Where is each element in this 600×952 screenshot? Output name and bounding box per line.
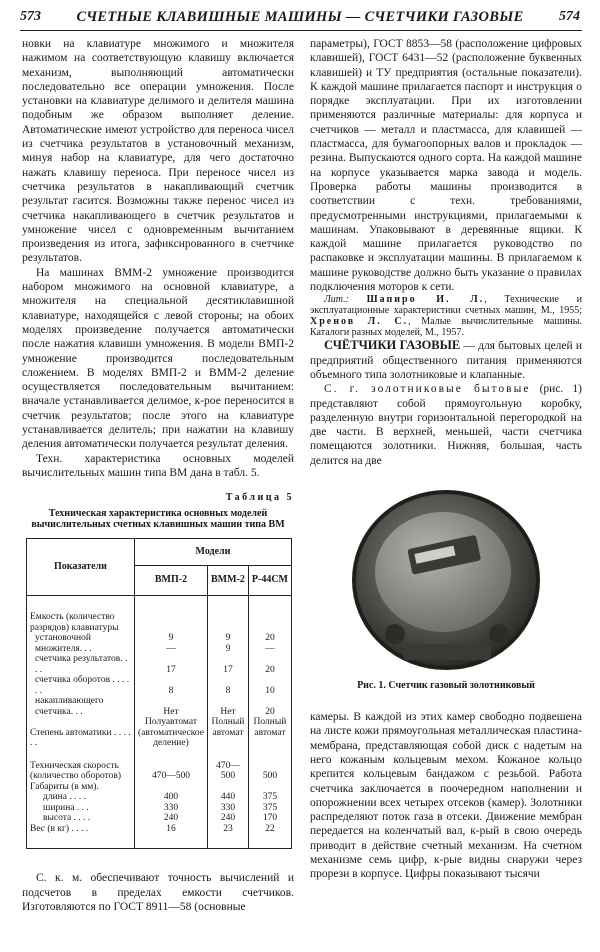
column-header-model: Р-44СМ: [248, 566, 291, 596]
paragraph: новки на клавиатуре множимого и множителя нажимом на соответствующую клавишу включается механизм, выполняющий автоматически последовательно все операции умножения. После установки на клавиатуре делимого и делителя машина подобным же образом выполняет деление. Автоматические имеют устройство для переноса чисел из счетчика результатов в установочный механизм, минуя набор на клавиатуре, для чего достаточно нажать клавишу переноса. При переносе чисел из счетчика результатов в накапливающий счетчик результат гасится. Возможны также перенос чисел из счетчика накапливающего в счетчик результатов и умножение чисел с одновременным вычитанием произведения из итога, зафиксированного в счетчике результатов.: [22, 38, 294, 265]
gas-meter-photo: [343, 484, 549, 672]
right-bottom-text: [310, 710, 582, 882]
row-label: Степень автоматики . . . . . .: [27, 717, 135, 749]
cell-value: 8: [134, 675, 207, 696]
cell-value: 440: [208, 792, 249, 803]
cell-value: 17: [134, 654, 207, 675]
cell-value: [248, 596, 291, 634]
cell-value: 400: [134, 792, 207, 803]
cell-value: 16: [134, 824, 207, 849]
page-number-right: 574: [558, 9, 580, 24]
specs-table: [26, 538, 292, 849]
cell-value: [208, 596, 249, 634]
entry-title: СЧЁТЧИКИ ГАЗОВЫЕ: [324, 338, 461, 353]
cell-value: 23: [208, 824, 249, 849]
column-header-model: ВМП-2: [134, 566, 207, 596]
row-label: Вес (в кг) . . . .: [27, 824, 135, 849]
row-label: накапливающего счетчика. . .: [27, 696, 135, 717]
entry-paragraph: [310, 338, 582, 382]
row-label: длина . . . .: [27, 792, 135, 803]
row-label: счетчика результатов. . . .: [27, 654, 135, 675]
table-number: Таблица 5: [225, 492, 294, 504]
table-row: [27, 803, 292, 814]
paragraph: С. к. м. обеспечивают точность вычислений и подсчетов в пределах емкости счетчиков. Изготовляются по ГОСТ 8911—58 (основные: [22, 872, 294, 913]
row-label: высота . . . .: [27, 813, 135, 824]
entry-text: — для бытовых целей и предприятий общественного питания применяются объемного типа золотниковые и клапанные.: [310, 340, 582, 381]
table-row: [27, 654, 292, 675]
table-row: [27, 792, 292, 803]
column-group-models: Модели: [134, 539, 291, 566]
column-header-indicators: Показатели: [27, 539, 135, 596]
lit-author: Хренов Л. С.: [310, 316, 409, 328]
cell-value: 20: [248, 633, 291, 644]
cell-value: 470—500: [134, 749, 207, 782]
paragraph-text: (рис. 1) представляют собой прямоугольную коробку, разделенную внутри горизонтальной перегородкой на две части. В верхней, меньшей, части счетчика помещаются золотники. Нижняя, большая, часть делится на две: [310, 383, 583, 467]
lit-work: , Технические и эксплуатационные характеристики счетных машин, М., 1955;: [310, 294, 582, 317]
row-label: Емкость (количество разрядов) клавиатуры: [27, 596, 135, 634]
lit-work: , Малые вычислительные машины. Каталоги разных моделей, М., 1957.: [310, 316, 582, 339]
table-row: [27, 644, 292, 655]
cell-value: [208, 782, 249, 793]
table-row: [27, 675, 292, 696]
cell-value: 20: [248, 696, 291, 717]
running-title: СЧЕТНЫЕ КЛАВИШНЫЕ МАШИНЫ — СЧЕТЧИКИ ГАЗОВЫЕ: [76, 8, 524, 25]
cell-value: [134, 782, 207, 793]
cell-value: —: [248, 644, 291, 655]
cell-value: 17: [208, 654, 249, 675]
cell-value: 9: [134, 633, 207, 644]
cell-value: 330: [134, 803, 207, 814]
cell-value: 375: [248, 803, 291, 814]
paragraph: [310, 382, 582, 468]
lit-prefix: Лит.:: [324, 294, 349, 306]
header-rule: [20, 30, 582, 31]
left-column: [22, 37, 294, 914]
table-row: [27, 696, 292, 717]
cell-value: 330: [208, 803, 249, 814]
cell-value: Полуавтомат (автоматическое деление): [134, 717, 207, 749]
page-number-left: 573: [20, 9, 41, 24]
cell-value: 20: [248, 654, 291, 675]
column-header-model: ВММ-2: [208, 566, 249, 596]
table-row: [27, 782, 292, 793]
table-caption: Техническая характеристика основных моделей вычислительных счетных клавишных машин типа ВМ: [31, 508, 285, 531]
table-row: [27, 633, 292, 644]
row-label: установочной: [27, 633, 135, 644]
cell-value: 9: [208, 644, 249, 655]
table-row: [27, 596, 292, 634]
table-body: [27, 596, 292, 849]
row-label: ширина . . .: [27, 803, 135, 814]
table-row: [27, 813, 292, 824]
row-label: счетчика оборотов . . . . . .: [27, 675, 135, 696]
paragraph: На машинах ВММ-2 умножение производится набором множимого на основной клавиатуре, а множителя на специальной десятиклавишной клавиатуре, находящейся с левой стороны; на обоих моделях произведение получается автоматически после нажатия клавиши умножения. В модели ВМП-2 умножение производится последовательным сложением. В моделях ВМП-2 и ВММ-2 деление осуществляется последовательным вычитанием: вначале устанавливается делимое, к-рое переносится в счетчик результатов; после этого на клавиатуре устанавливается делитель; при нажатии на клавишу деления автоматически получается результат деления.: [22, 266, 294, 451]
cell-value: 375: [248, 792, 291, 803]
spaced-term: С. г. золотниковые бытовые: [324, 383, 531, 396]
table-row: [27, 824, 292, 849]
cell-value: 500: [248, 749, 291, 782]
table-row: [27, 717, 292, 749]
paragraph: Техн. характеристика основных моделей вычислительных машин типа ВМ дана в табл. 5.: [22, 452, 294, 479]
literature-references: [310, 294, 582, 338]
cell-value: —: [134, 644, 207, 655]
cell-value: 10: [248, 675, 291, 696]
cell-value: Нет: [134, 696, 207, 717]
right-column: [310, 37, 582, 882]
cell-value: 470—500: [208, 749, 249, 782]
cell-value: 22: [248, 824, 291, 849]
cell-value: [134, 596, 207, 634]
left-bottom-text: [22, 871, 294, 914]
paragraph: камеры. В каждой из этих камер свободно подвешена на листе кожи прямоугольная металлическая пластина-мембрана, представляющая собой диск с надетым на него кожаным кольцевым мехом. Кожаное кольцо крепится кольцевым бандажом с резьбой. Работа счетчика заключается в поочередном наполнении и опорожнении всех четырех отсеков (камер). Золотники распределяют поток газа в отсеки. Движение мембран передается на коленчатый вал, к-рый в свою очередь приводит в действие счетный механизм. На счетном механизме семь цифр, к-рые видны снаружи через прорези в корпусе. Цифры показывают тысячи: [310, 711, 582, 881]
cell-value: [248, 782, 291, 793]
cell-value: Полный автомат: [208, 717, 249, 749]
cell-value: 8: [208, 675, 249, 696]
row-label: множителя. . .: [27, 644, 135, 655]
figure-caption: Рис. 1. Счетчик газовый золотниковый: [357, 680, 535, 692]
table-row: [27, 749, 292, 782]
cell-value: Полный автомат: [248, 717, 291, 749]
cell-value: 170: [248, 813, 291, 824]
cell-value: 240: [134, 813, 207, 824]
row-label: Габариты (в мм).: [27, 782, 135, 793]
paragraph: параметры), ГОСТ 8853—58 (расположение цифровых клавишей), ГОСТ 6431—52 (расположение буквенных клавишей) и ТУ предприятия (остальные показатели). К каждой машине прилагается паспорт и инструкция о порядке эксплуатации. При их изготовлении применяются различные материалы: для корпуса и счетчиков — металл и пластмасса, для клавишей — пластмасса, для бумагоопорных валов и прокладок — резина. Выпускаются одного сорта. На каждой машине на корпусе указывается марка завода и модель. Проверка работы машины производится в соответствии с техн. требованиями, предусмотренными инструкциями, прилагаемыми к машинам. Упаковывают в деревянные ящики. К каждой машине прилагается руководство по распаковке и эксплуатации машины. В прилагаемом к машине руководстве должно быть указание о правилах подключения моторов к сети.: [310, 38, 582, 294]
cell-value: 9: [208, 633, 249, 644]
lit-author: Шапиро И. Л.: [366, 294, 485, 306]
cell-value: Нет: [208, 696, 249, 717]
running-header: [20, 6, 580, 28]
cell-value: 240: [208, 813, 249, 824]
row-label: Техническая скорость (количество оборотов): [27, 749, 135, 782]
